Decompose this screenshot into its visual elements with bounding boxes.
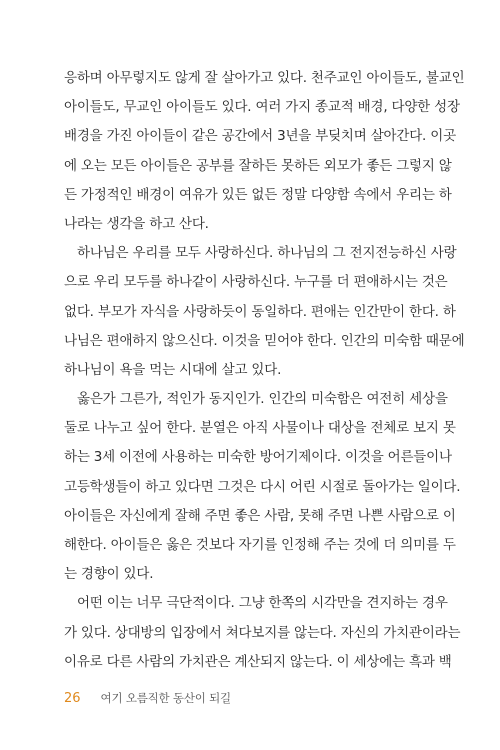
- text-line: 하나님은 우리를 모두 사랑하신다. 하나님의 그 전지전능하신 사랑: [77, 245, 457, 262]
- text-line: 아이들은 자신에게 잘해 주면 좋은 사람, 못해 주면 나쁜 사람으로 이: [64, 507, 456, 524]
- text-line: 둘로 나누고 싶어 한다. 분열은 아직 사물이나 대상을 전체로 보지 못: [64, 420, 456, 437]
- text-line: 가 있다. 상대방의 입장에서 쳐다보지를 않는다. 자신의 가치관이라는: [64, 624, 461, 641]
- text-line: 응하며 아무렇지도 않게 잘 살아가고 있다. 천주교인 아이들도, 불교인: [64, 70, 465, 86]
- text-line: 나라는 생각을 하고 산다.: [64, 215, 209, 232]
- text-line: 든 가정적인 배경이 여유가 있든 없든 정말 다양함 속에서 우리는 하: [64, 186, 452, 203]
- page-footer: [64, 690, 231, 706]
- text-line: 고등학생들이 하고 있다면 그것은 다시 어린 시절로 돌아가는 일이다.: [64, 478, 461, 495]
- body-text: [64, 64, 465, 677]
- running-title: 여기 오름직한 동산이 되길: [100, 691, 231, 705]
- text-line: 없다. 부모가 자식을 사랑하듯이 동일하다. 편애는 인간만이 한다. 하: [64, 303, 456, 320]
- text-line: 배경을 가진 아이들이 같은 공간에서 3년을 부딪치며 살아간다. 이곳: [64, 128, 456, 145]
- text-line: 하는 3세 이전에 사용하는 미숙한 방어기제이다. 이것을 어른들이나: [64, 449, 452, 466]
- text-line: 하나님이 욕을 먹는 시대에 살고 있다.: [64, 361, 282, 378]
- text-line: 나님은 편애하지 않으신다. 이것을 믿어야 한다. 인간의 미숙함 때문에: [64, 332, 465, 349]
- text-line: 아이들도, 무교인 아이들도 있다. 여러 가지 종교적 배경, 다양한 성장: [64, 99, 460, 116]
- text-line: 으로 우리 모두를 하나같이 사랑하신다. 누구를 더 편애하시는 것은: [64, 274, 448, 291]
- page-number: 26: [64, 691, 81, 706]
- text-line: 이유로 다른 사람의 가치관은 계산되지 않는다. 이 세상에는 흑과 백: [64, 653, 452, 670]
- text-line: 어떤 이는 너무 극단적이다. 그냥 한쪽의 시각만을 견지하는 경우: [77, 595, 448, 612]
- text-line: 는 경향이 있다.: [64, 566, 154, 583]
- text-line: 해한다. 아이들은 옳은 것보다 자기를 인정해 주는 것에 더 의미를 두: [64, 537, 456, 553]
- text-line: 옳은가 그른가, 적인가 동지인가. 인간의 미숙함은 여전히 세상을: [77, 391, 448, 408]
- text-line: 에 오는 모든 아이들은 공부를 잘하든 못하든 외모가 좋든 그렇지 않: [64, 157, 452, 174]
